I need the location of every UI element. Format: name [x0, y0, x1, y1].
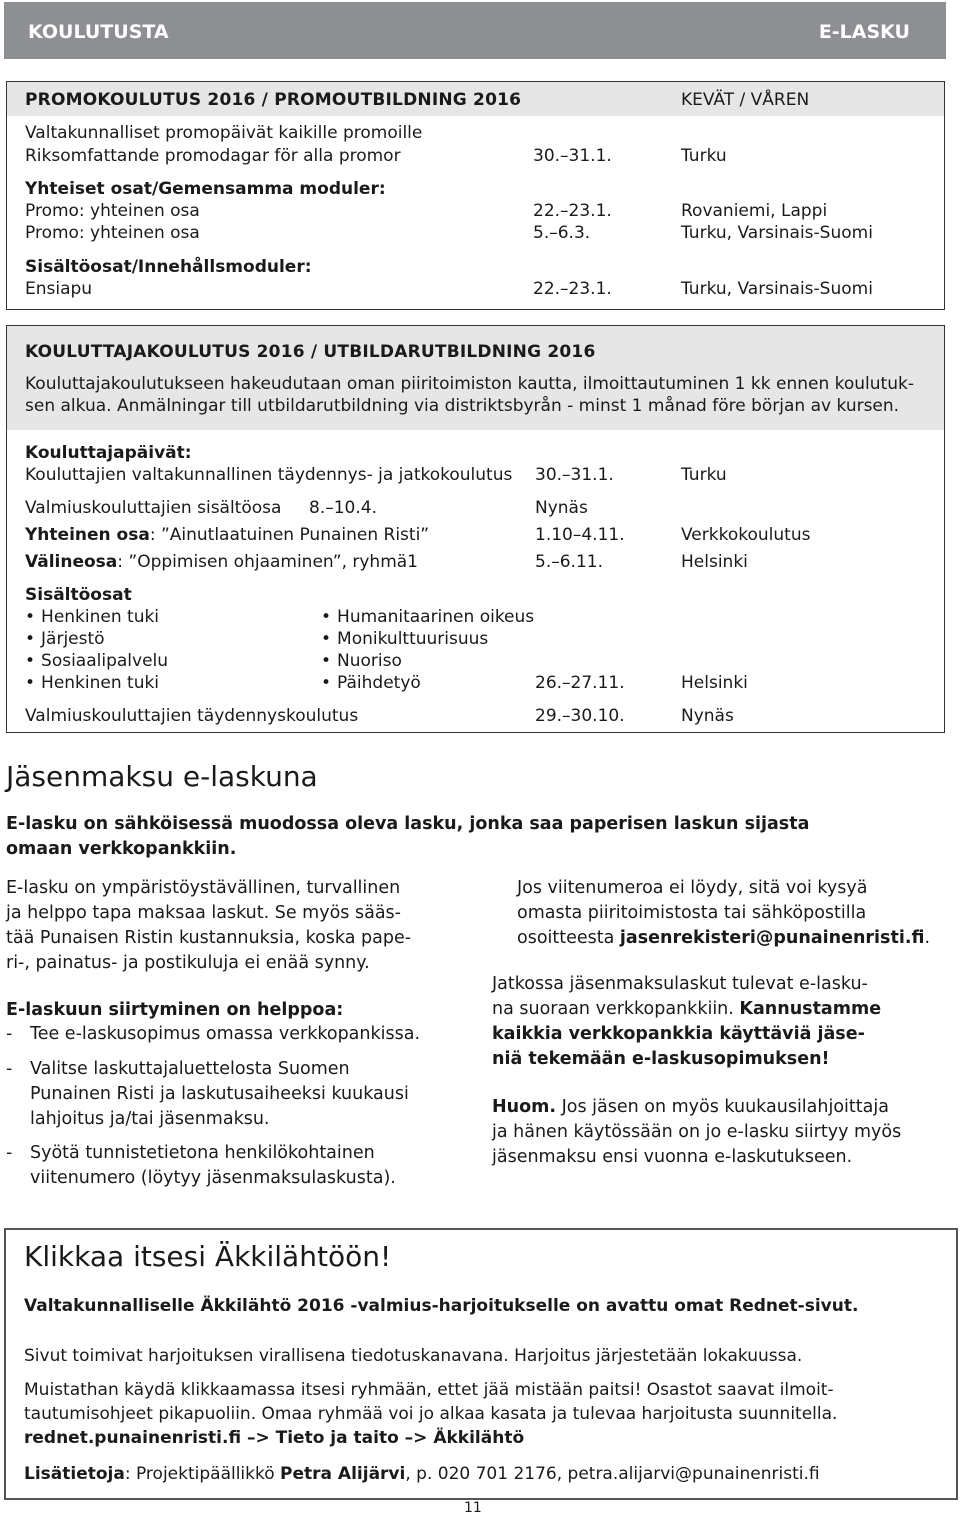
email-tail: .: [924, 928, 931, 948]
trainer-row-1-name: Kouluttajien valtakunnallinen täydennys- ja jatkokoulutus: [25, 465, 513, 485]
trainer-row-3-place: Verkkokoulutus: [681, 525, 811, 545]
rednet-link[interactable]: rednet.punainenristi.fi –> Tieto ja taito –> Äkkilähtö: [24, 1428, 525, 1448]
member-right-line: kaikkia verkkopankkia käyttäviä jäse-: [492, 1024, 865, 1044]
page-number: 11: [464, 1500, 482, 1516]
member-right-line: niä tekemään e-laskusopimuksen!: [492, 1049, 830, 1069]
promo-season: KEVÄT / VÅREN: [681, 90, 810, 110]
info-contact-name: Petra Alijärvi: [280, 1464, 406, 1484]
trainer-row-4-name: [25, 552, 418, 572]
step-3-line: viitenumero (löytyy jäsenmaksulaskusta).: [30, 1168, 396, 1188]
trainer-content-place: Helsinki: [681, 673, 748, 693]
trainer-row-1-place: Turku: [681, 465, 727, 485]
promo-row-1-place: Rovaniemi, Lappi: [681, 201, 828, 221]
list-item: • Monikulttuurisuus: [321, 629, 488, 649]
step-3-line: Syötä tunnistetietona henkilökohtainen: [30, 1143, 375, 1163]
member-right-paragraph-1: [517, 876, 930, 951]
promo-line-2-place: Turku: [681, 146, 727, 166]
trainer-row-2-name: Valmiuskouluttajien sisältöosa: [25, 498, 282, 518]
akki-title: Klikkaa itsesi Äkkilähtöön!: [24, 1240, 392, 1273]
list-item: • Henkinen tuki: [25, 673, 159, 693]
promo-line-1: Valtakunnalliset promopäivät kaikille promoille: [25, 123, 423, 143]
promo-line-2-date: 30.–31.1.: [533, 146, 612, 166]
trainer-last-name: Valmiuskouluttajien täydennyskoulutus: [25, 706, 359, 726]
trainer-intro-2: sen alkua. Anmälningar till utbildarutbildning via distriktsbyrån - minst 1 månad före början av kursen.: [25, 396, 900, 416]
member-right-line: Jos viitenumeroa ei löydy, sitä voi kysyä: [517, 878, 868, 898]
section-label: KOULUTUSTA: [28, 21, 169, 43]
member-right-line: omasta piiritoimistosta tai sähköpostilla: [517, 903, 867, 923]
promo-row-2-name: Promo: yhteinen osa: [25, 223, 200, 243]
note-label: Huom.: [492, 1097, 557, 1117]
trainer-row-2-date: 8.–10.4.: [309, 498, 377, 518]
common-modules-heading: Yhteiset osat/Gemensamma moduler:: [25, 179, 386, 199]
member-right-line-text: na suoraan verkkopankkiin.: [492, 999, 740, 1019]
registry-email-link[interactable]: jasenrekisteri@punainenristi.fi: [619, 928, 925, 948]
member-left-line: ja helppo tapa maksaa laskut. Se myös sääs-: [6, 903, 401, 923]
trainer-row-4-place: Helsinki: [681, 552, 748, 572]
trainer-row-4-rest: : ”Oppimisen ohjaaminen”, ryhmä1: [117, 552, 418, 572]
akkilahto-box: [4, 1228, 958, 1500]
step-1-dash: -: [6, 1024, 13, 1044]
topic-label: E-LASKU: [818, 21, 910, 43]
info-text-a: : Projektipäällikkö: [124, 1464, 281, 1484]
trainer-row-1-date: 30.–31.1.: [535, 465, 614, 485]
member-lead-2: omaan verkkopankkiin.: [6, 839, 237, 859]
promo-row-2-place: Turku, Varsinais-Suomi: [681, 223, 873, 243]
info-text-b: , p. 020 701 2176, petra.alijarvi@punainenristi.fi: [405, 1464, 820, 1484]
akki-lead: Valtakunnalliselle Äkkilähtö 2016 -valmius-harjoitukselle on avattu omat Rednet-sivut.: [24, 1296, 859, 1316]
akki-paragraph-2b: tautumisohjeet pikapuoliin. Omaa ryhmää voi jo alkaa kasata ja tulevaa harjoitusta suunnitella.: [24, 1404, 838, 1424]
trainer-title: KOULUTTAJAKOULUTUS 2016 / UTBILDARUTBILDNING 2016: [25, 342, 596, 362]
trainer-row-3-label: Yhteinen osa: [25, 525, 150, 545]
member-encourage-bold: Kannustamme: [739, 999, 882, 1019]
step-1-line: Tee e-laskusopimus omassa verkkopankissa.: [30, 1024, 421, 1044]
step-2-line: Punainen Risti ja laskutusaiheeksi kuukausi: [30, 1084, 409, 1104]
trainer-days-heading: Kouluttajapäivät:: [25, 443, 192, 463]
trainer-row-4-date: 5.–6.11.: [535, 552, 603, 572]
step-2-line: Valitse laskuttajaluettelosta Suomen: [30, 1059, 350, 1079]
content-row-place: Turku, Varsinais-Suomi: [681, 279, 873, 299]
trainer-last-place: Nynäs: [681, 706, 734, 726]
content-row-name: Ensiapu: [25, 279, 93, 299]
step-1: [30, 1022, 420, 1047]
trainer-training-box: [6, 325, 945, 733]
promo-title: PROMOKOULUTUS 2016 / PROMOUTBILDNING 2016: [25, 90, 522, 110]
list-item: • Nuoriso: [321, 651, 402, 671]
member-lead-1: E-lasku on sähköisessä muodossa oleva lasku, jonka saa paperisen laskun sijasta: [6, 814, 810, 834]
step-2-line: lahjoitus ja/tai jäsenmaksu.: [30, 1109, 270, 1129]
member-note: [492, 1095, 901, 1170]
trainer-row-4-label: Välineosa: [25, 552, 118, 572]
promo-heading-band: [7, 82, 944, 116]
promo-line-2: Riksomfattande promodagar för alla promor: [25, 146, 401, 166]
promo-training-box: [6, 81, 945, 310]
list-item: • Järjestö: [25, 629, 105, 649]
trainer-row-3-rest: : ”Ainutlaatuinen Punainen Risti”: [149, 525, 430, 545]
member-right-line: Jatkossa jäsenmaksulaskut tulevat e-lasku-: [492, 974, 868, 994]
member-right-line: [517, 926, 930, 951]
list-item: • Päihdetyö: [321, 673, 421, 693]
list-item: • Henkinen tuki: [25, 607, 159, 627]
akki-paragraph-2a: Muistathan käydä klikkaamassa itsesi ryhmään, ettet jää mistään paitsi! Osastot saavat ilmoit-: [24, 1380, 834, 1400]
member-note-line: [492, 1095, 901, 1120]
akki-paragraph-1: Sivut toimivat harjoituksen virallisena tiedotuskanavana. Harjoitus järjestetään lokakuussa.: [24, 1346, 803, 1366]
list-item: • Sosiaalipalvelu: [25, 651, 168, 671]
member-note-line: ja hänen käytössään on jo e-lasku siirtyy myös: [492, 1122, 902, 1142]
promo-row-1-date: 22.–23.1.: [533, 201, 612, 221]
easy-switch-heading: E-laskuun siirtyminen on helppoa:: [6, 1000, 344, 1020]
akki-info: [24, 1464, 820, 1484]
step-2-dash: -: [6, 1059, 13, 1079]
member-left-paragraph: [6, 876, 411, 976]
member-left-line: ri-, painatus- ja postikuluja ei enää synny.: [6, 953, 370, 973]
step-3-dash: -: [6, 1143, 13, 1163]
member-left-line: tää Punaisen Ristin kustannuksia, koska pape-: [6, 928, 412, 948]
member-section-title: Jäsenmaksu e-laskuna: [6, 760, 318, 793]
trainer-content-date: 26.–27.11.: [535, 673, 625, 693]
list-item: • Humanitaarinen oikeus: [321, 607, 534, 627]
trainer-last-date: 29.–30.10.: [535, 706, 625, 726]
step-3: [30, 1141, 396, 1191]
step-2: [30, 1057, 409, 1132]
member-left-line: E-lasku on ympäristöystävällinen, turvallinen: [6, 878, 401, 898]
info-label: Lisätietoja: [24, 1464, 125, 1484]
promo-row-1-name: Promo: yhteinen osa: [25, 201, 200, 221]
trainer-row-3-name: [25, 525, 429, 545]
trainer-row-2-place: Nynäs: [535, 498, 588, 518]
member-right-paragraph-2: [492, 972, 881, 1072]
trainer-heading-band: [7, 326, 944, 430]
member-right-line: [492, 997, 881, 1022]
content-row-date: 22.–23.1.: [533, 279, 612, 299]
member-right-line-text: osoitteesta: [517, 928, 620, 948]
page-header-bar: [4, 2, 946, 59]
member-note-line: jäsenmaksu ensi vuonna e-laskutukseen.: [492, 1147, 853, 1167]
trainer-row-3-date: 1.10–4.11.: [535, 525, 625, 545]
trainer-intro-1: Kouluttajakoulutukseen hakeudutaan oman piiritoimiston kautta, ilmoittautuminen 1 kk ennen koulutuk-: [25, 374, 914, 394]
note-text: Jos jäsen on myös kuukausilahjoittaja: [556, 1097, 889, 1117]
promo-row-2-date: 5.–6.3.: [533, 223, 591, 243]
content-modules-heading: Sisältöosat/Innehållsmoduler:: [25, 257, 312, 277]
trainer-content-heading: Sisältöosat: [25, 585, 132, 605]
